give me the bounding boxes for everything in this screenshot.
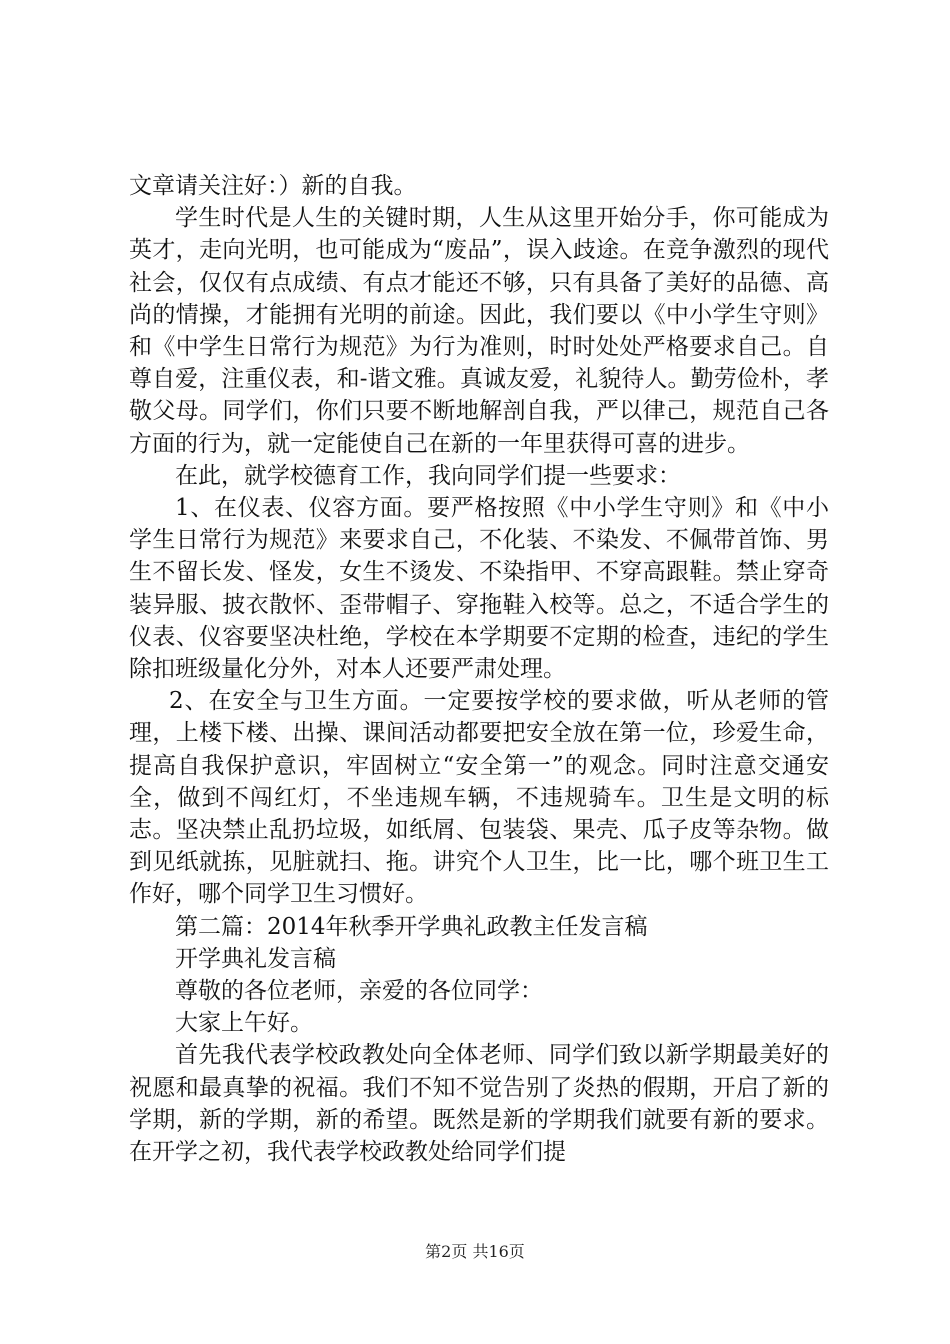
speech-title: 开学典礼发言稿 bbox=[175, 945, 336, 972]
paragraph-appearance: 1、在仪表、仪容方面。要严格按照《中小学生守则》和《中小学生日常行为规范》来要求自己，不化装、不染发、不佩带首饰、男生不留长发、怪发，女生不烫发、不染指甲、不穿高跟鞋。禁止穿奇装异服、披衣散怀、歪带帽子、穿拖鞋入校等。总之，不适合学生的仪表、仪容要坚决杜绝，学校在本学期要不定期的检查，违纪的学生除扣班级量化分外，对本人还要严肃处理。 bbox=[129, 495, 829, 683]
paragraph-requirements-intro: 在此，就学校德育工作，我向同学们提一些要求： bbox=[175, 462, 681, 489]
page-number-footer: 第2页 共16页 bbox=[425, 1242, 525, 1261]
paragraph-continuation: 文章请关注好：）新的自我。 bbox=[129, 173, 417, 199]
speech-salutation: 尊敬的各位老师，亲爱的各位同学： bbox=[175, 978, 543, 1005]
paragraph-safety-hygiene: 2、在安全与卫生方面。一定要按学校的要求做，听从老师的管理，上楼下楼、出操、课间活动都要把安全放在第一位，珍爱生命，提高自我保护意识，牢固树立“安全第一”的观念。同时注意交通安全，做到不闯红灯，不坐违规车辆，不违规骑车。卫生是文明的标志。坚决禁止乱扔垃圾，如纸屑、包装袋、果壳、瓜子皮等杂物。做到见纸就拣，见脏就扫、拖。讲究个人卫生，比一比，哪个班卫生工作好，哪个同学卫生习惯好。 bbox=[129, 688, 829, 908]
document-body bbox=[129, 170, 829, 1168]
speech-greeting: 大家上午好。 bbox=[175, 1010, 313, 1037]
paragraph-opening-wishes: 首先我代表学校政教处向全体老师、同学们致以新学期最美好的祝愿和最真挚的祝福。我们不知不觉告别了炎热的假期，开启了新的学期，新的学期，新的希望。既然是新的学期我们就要有新的要求。在开学之初，我代表学校政教处给同学们提 bbox=[129, 1042, 829, 1166]
section-heading: 第二篇：2014年秋季开学典礼政教主任发言稿 bbox=[175, 913, 648, 940]
paragraph-student-era: 学生时代是人生的关键时期，人生从这里开始分手，你可能成为英才，走向光明，也可能成为“废品”，误入歧途。在竞争激烈的现代社会，仅仅有点成绩、有点才能还不够，只有具备了美好的品德、高尚的情操，才能拥有光明的前途。因此，我们要以《中小学生守则》和《中学生日常行为规范》为行为准则，时时处处严格要求自己。自尊自爱，注重仪表，和-谐文雅。真诚友爱，礼貌待人。勤劳俭朴，孝敬父母。同学们，你们只要不断地解剖自我，严以律己，规范自己各方面的行为，就一定能使自己在新的一年里获得可喜的进步。 bbox=[129, 205, 829, 457]
